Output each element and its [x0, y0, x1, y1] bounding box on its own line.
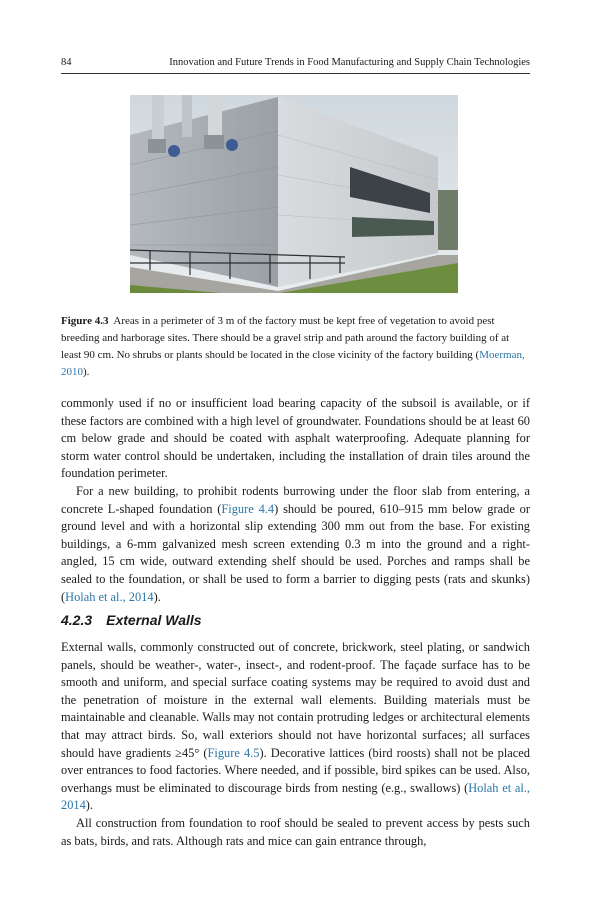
paragraph-text: External walls, commonly constructed out of concrete, brickwork, steel plating, or sandwich panels, should be weather-, water-, insect-, and rodent-proof. The façade surface has to be smooth and uniform, and special surface coating systems may be required to avoid dust and the penetration of moisture in the external wall elements. Building materials must be maintainable and cleanable. Walls may not contain protruding ledges or architectural elements that may attract birds. So, wall exteriors should not have horizontal surfaces; all surfaces should have gradients ≥45° (	[61, 640, 530, 760]
section-body-external-walls	[61, 639, 530, 850]
factory-photo	[130, 95, 458, 293]
section-number: 4.2.3	[61, 612, 93, 628]
section-title: External Walls	[106, 612, 202, 628]
figure-label: Figure 4.3	[61, 315, 109, 327]
paragraph-text: ).	[85, 798, 94, 813]
section-heading	[61, 612, 202, 628]
paragraph	[61, 639, 530, 815]
page-number: 84	[61, 57, 72, 68]
caption-end: ).	[83, 366, 90, 378]
figure-4-5-link[interactable]: Figure 4.5	[207, 745, 260, 760]
section-body-foundations	[61, 395, 530, 606]
paragraph: commonly used if no or insufficient load bearing capacity of the subsoil is available, or if these factors are combined with a high level of groundwater. Foundations should be at least 60 cm below grade and should be coated with asphalt waterproofing. Adequate planning for storm water control should be undertaken, including the installation of drain tiles around the foundation perimeter.	[61, 396, 530, 481]
paragraph: All construction from foundation to roof should be sealed to prevent access by pests such as bats, birds, and rats. Although rats and mice can gain entrance through,	[61, 815, 530, 848]
paragraph-text: ). Decorative lattices (bird roosts) shall not be placed over entrances to food factories. Where needed, and if possible, bird spikes can be used. Also, overhangs must be eliminated to discourage birds from nesting (e.g., swallows) (	[61, 745, 530, 795]
caption-citation-link[interactable]: Moerman, 2010	[61, 349, 525, 378]
figure-caption	[61, 313, 530, 381]
caption-text: Areas in a perimeter of 3 m of the factory must be kept free of vegetation to avoid pest breeding and harborage sites. There should be a gravel strip and path around the factory building of at least 90 cm. No shrubs or plants should be located in the close vicinity of the factory building (	[61, 315, 510, 361]
paragraph	[61, 483, 530, 606]
citation-link[interactable]: Holah et al., 2014	[65, 589, 154, 604]
figure-4-4-link[interactable]: Figure 4.4	[221, 501, 275, 516]
paragraph-text: For a new building, to prohibit rodents burrowing under the floor slab from entering, a concrete L-shaped foundation (	[61, 483, 530, 516]
citation-link[interactable]: Holah et al., 2014	[61, 780, 530, 813]
running-header	[61, 55, 530, 74]
paragraph-text: ) should be poured, 610–915 mm below grade or ground level and with a horizontal slip extending 300 mm out from the base. For existing buildings, a 6-mm galvanized mesh screen extending 0.3 m into the ground and a right-angled, 15 cm wide, outward extending shelf should be used. Porches and ramps shall be sealed to the foundation, or shall be used to form a barrier to digging pests (rats and skunks) (	[61, 501, 530, 604]
paragraph-text: ).	[153, 589, 161, 604]
running-title: Innovation and Future Trends in Food Manufacturing and Supply Chain Technologies	[169, 57, 530, 68]
